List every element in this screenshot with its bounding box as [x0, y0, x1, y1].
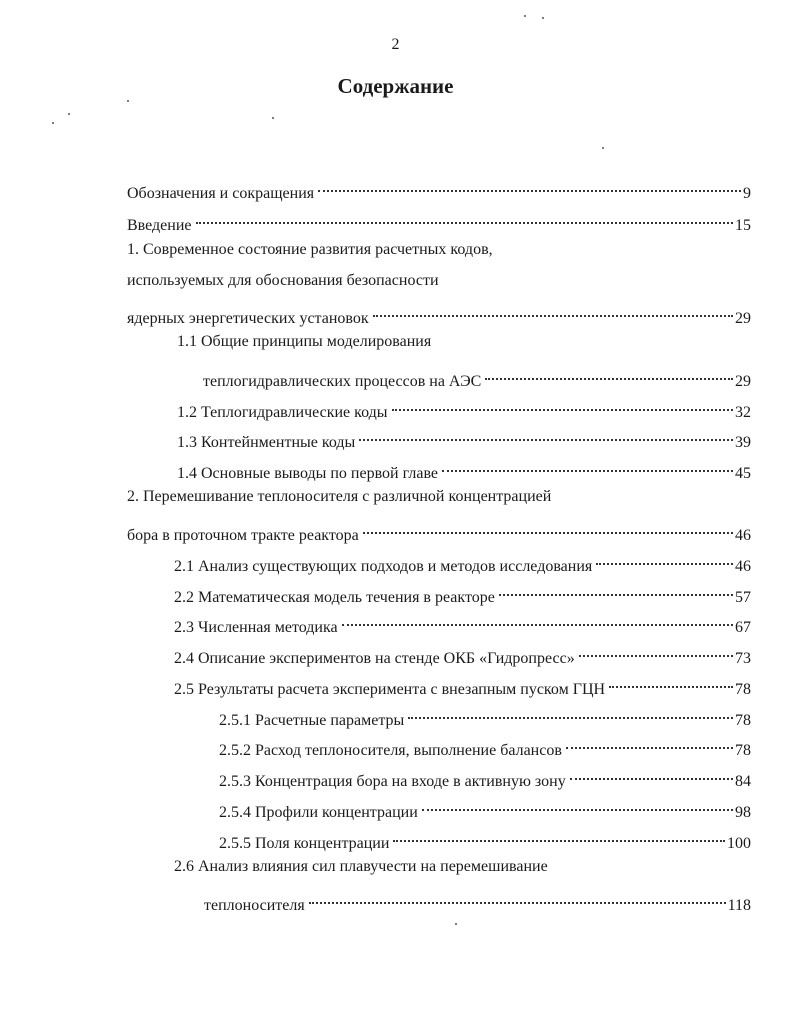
toc-entry-label: 2.5.3 Концентрация бора на входе в активную зону	[219, 773, 566, 790]
toc-entry-page: 67	[735, 619, 751, 636]
toc-entry-label: 2.6 Анализ влияния сил плавучести на перемешивание	[174, 858, 548, 875]
dot-leader	[318, 174, 741, 198]
toc-entry-label: 2.5 Результаты расчета эксперимента с внезапным пуском ГЦН	[174, 681, 606, 698]
toc-entry-2-5-5	[219, 824, 751, 852]
toc-entry-label: 2.5.4 Профили концентрации	[219, 804, 418, 821]
dot-leader	[485, 362, 733, 386]
dot-leader	[609, 670, 733, 694]
toc-entry-label: бора в проточном тракте реактора	[127, 527, 359, 544]
toc-entry-label: 2.5.2 Расход теплоносителя, выполнение балансов	[219, 742, 562, 759]
toc-entry-chapter-2-line-1	[127, 485, 751, 509]
toc-entry-2-6-line-2	[204, 886, 751, 914]
toc-entry-page: 39	[735, 434, 751, 451]
toc-entry-label: 1. Современное состояние развития расчетных кодов,	[127, 241, 493, 258]
toc-entry-designations	[127, 174, 751, 202]
toc-entry-page: 78	[735, 681, 751, 698]
toc-entry-2-5-2	[219, 731, 751, 759]
dot-leader	[363, 516, 733, 540]
toc-entry-label: 2. Перемешивание теплоносителя с различной концентрацией	[127, 488, 552, 505]
dot-leader	[579, 639, 733, 663]
dot-leader	[570, 762, 733, 786]
toc-entry-1-1-line-1	[177, 330, 751, 354]
scan-speck	[68, 113, 70, 115]
toc-entry-page: 46	[735, 527, 751, 544]
toc-entry-label: ядерных энергетических установок	[127, 310, 369, 327]
scan-speck	[127, 100, 129, 102]
dot-leader	[596, 547, 733, 571]
toc-entry-1-2	[177, 393, 751, 421]
toc-entry-page: 100	[727, 835, 751, 852]
toc-entry-label: 2.3 Численная методика	[174, 619, 338, 636]
toc-entry-page: 15	[735, 217, 751, 234]
toc-entry-2-5	[174, 670, 751, 698]
dot-leader	[442, 454, 733, 478]
toc-entry-page: 78	[735, 742, 751, 759]
toc-entry-1-1-line-2	[203, 362, 751, 390]
dot-leader	[393, 824, 725, 848]
toc-entry-1-3	[177, 423, 751, 451]
toc-entry-label: 1.4 Основные выводы по первой главе	[177, 465, 438, 482]
toc-entry-2-2	[174, 578, 751, 606]
dot-leader	[422, 793, 733, 817]
toc-entry-page: 29	[735, 373, 751, 390]
page-title: Содержание	[337, 74, 454, 98]
toc-entry-2-6-line-1	[174, 855, 751, 879]
toc-entry-label: 2.2 Математическая модель течения в реакторе	[174, 589, 495, 606]
toc-entry-label: 2.5.1 Расчетные параметры	[219, 712, 405, 729]
scan-speck	[272, 117, 274, 119]
toc-entry-label: используемых для обоснования безопасности	[127, 272, 439, 289]
toc-entry-page: 118	[727, 897, 751, 914]
toc-entry-page: 57	[735, 589, 751, 606]
dot-leader	[342, 608, 733, 632]
toc-entry-label: 2.4 Описание экспериментов на стенде ОКБ «Гидропресс»	[174, 650, 575, 667]
toc-entry-page: 84	[735, 773, 751, 790]
toc-entry-page: 29	[735, 310, 751, 327]
toc-entry-page: 73	[735, 650, 751, 667]
dot-leader	[566, 731, 733, 755]
toc-entry-page: 45	[735, 465, 751, 482]
scan-speck	[455, 923, 457, 925]
toc-entry-1-4	[177, 454, 751, 482]
scan-speck	[542, 17, 544, 19]
toc-entry-chapter-1-line-3	[127, 299, 751, 327]
toc-entry-label: 2.1 Анализ существующих подходов и методов исследования	[174, 558, 593, 575]
dot-leader	[392, 393, 733, 417]
toc-entry-label: 2.5.5 Поля концентрации	[219, 835, 390, 852]
toc-entry-2-1	[174, 547, 751, 575]
toc-entry-page: 78	[735, 712, 751, 729]
dot-leader	[196, 206, 734, 230]
toc-entry-chapter-1-line-2	[127, 269, 751, 293]
toc-entry-2-5-1	[219, 701, 751, 729]
dot-leader	[408, 701, 733, 725]
toc-entry-label: 1.1 Общие принципы моделирования	[177, 333, 432, 350]
toc-entry-page: 46	[735, 558, 751, 575]
toc-entry-2-4	[174, 639, 751, 667]
toc-entry-page: 98	[735, 804, 751, 821]
dot-leader	[499, 578, 733, 602]
toc-entry-page: 32	[735, 404, 751, 421]
toc-entry-page: 9	[743, 185, 751, 202]
dot-leader	[359, 423, 733, 447]
scan-speck	[602, 147, 604, 149]
toc-entry-label: Введение	[127, 217, 192, 234]
toc-entry-chapter-1-line-1	[127, 238, 751, 262]
dot-leader	[309, 886, 726, 910]
toc-entry-label: Обозначения и сокращения	[127, 185, 315, 202]
toc-entry-2-5-3	[219, 762, 751, 790]
toc-entry-chapter-2-line-2	[127, 516, 751, 544]
toc-entry-introduction	[127, 206, 751, 234]
dot-leader	[373, 299, 733, 323]
toc-entry-label: 1.2 Теплогидравлические коды	[177, 404, 388, 421]
toc-entry-2-3	[174, 608, 751, 636]
scan-speck	[52, 122, 54, 124]
toc-entry-2-5-4	[219, 793, 751, 821]
toc-entry-label: теплогидравлических процессов на АЭС	[203, 373, 482, 390]
page-number: 2	[391, 36, 400, 53]
toc-entry-label: теплоносителя	[204, 897, 305, 914]
toc-entry-label: 1.3 Контейнментные коды	[177, 434, 356, 451]
scan-speck	[524, 15, 526, 17]
